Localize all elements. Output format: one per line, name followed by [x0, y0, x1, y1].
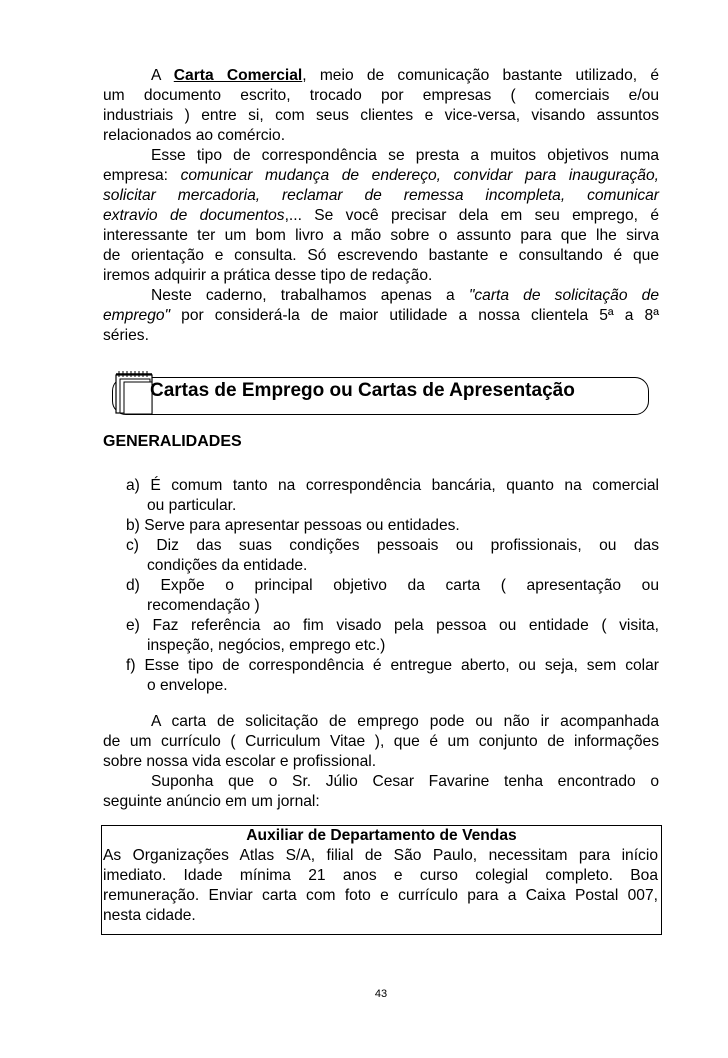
intro-p1-line-4: relacionados ao comércio. [103, 127, 286, 144]
intro-p2-line-2: empresa: comunicar mudança de endereço, convidar para inauguração, [103, 167, 659, 184]
section-title: Cartas de Emprego ou Cartas de Apresentação [150, 380, 575, 401]
closing-p1-line-3: sobre nossa vida escolar e profissional. [103, 753, 377, 770]
closing-p2-line-1: Suponha que o Sr. Júlio Cesar Favarine tenha encontrado o [151, 773, 659, 790]
intro-p1-line-1: A Carta Comercial, meio de comunicação bastante utilizado, é [151, 67, 659, 84]
list-item: d) Expõe o principal objetivo da carta ( apresentação ou recomendação ) [126, 577, 659, 614]
intro-p2-line-5: interessante ter um bom livro a mão sobre o assunto para que lhe sirva [103, 227, 659, 244]
list-item: c) Diz das suas condições pessoais ou profissionais, ou das condições da entidade. [126, 537, 659, 574]
intro-paragraph-1 [103, 66, 659, 346]
term-carta-comercial: Carta Comercial [173, 67, 303, 84]
intro-p2-line-4: extravio de documentos,... Se você precisar dela em seu emprego, é [103, 207, 659, 224]
intro-p2-line-6: de orientação e consulta. Só escrevendo bastante e consultando é que [103, 247, 659, 264]
list-item: a) É comum tanto na correspondência bancária, quanto na comercial ou particular. [126, 477, 659, 514]
list-item: f) Esse tipo de correspondência é entregue aberto, ou seja, sem colar o envelope. [126, 657, 659, 694]
job-ad-body: As Organizações Atlas S/A, filial de São Paulo, necessitam para início imediato. Idade mínima 21 anos e curso colegial completo. Boa remuneração. Enviar carta com foto e currículo para a Caixa Postal 007, nesta cidade. [103, 847, 658, 924]
job-ad-box [101, 825, 662, 935]
job-ad-title: Auxiliar de Departamento de Vendas [246, 827, 517, 844]
list-item: b) Serve para apresentar pessoas ou entidades. [126, 517, 460, 534]
generalidades-heading: GENERALIDADES [103, 433, 242, 450]
closing-p1-line-2: de um currículo ( Curriculum Vitae ), que é um conjunto de informações [103, 733, 659, 750]
closing-p2-line-2: seguinte anúncio em um jornal: [103, 793, 320, 810]
intro-p1-line-2: um documento escrito, trocado por empresas ( comerciais e/ou [103, 87, 659, 104]
list-item: e) Faz referência ao fim visado pela pessoa ou entidade ( visita, inspeção, negócios, emprego etc.) [126, 617, 659, 654]
intro-p3-line-1: Neste caderno, trabalhamos apenas a "carta de solicitação de [151, 287, 659, 304]
intro-p2-line-3: solicitar mercadoria, reclamar de remessa incompleta, comunicar [103, 187, 659, 204]
closing-paragraphs [103, 712, 659, 812]
closing-p1-line-1: A carta de solicitação de emprego pode ou não ir acompanhada [151, 713, 659, 730]
generalidades-list [126, 476, 659, 696]
intro-p3-line-2: emprego" por considerá-la de maior utilidade a nossa clientela 5ª a 8ª [103, 307, 659, 324]
intro-p2-line-1: Esse tipo de correspondência se presta a muitos objetivos numa [151, 147, 659, 164]
intro-p1-line-3: industriais ) entre si, com seus clientes e vice-versa, visando assuntos [103, 107, 659, 124]
intro-p3-line-3: séries. [103, 327, 149, 344]
page-number: 43 [374, 988, 388, 1000]
intro-p2-line-7: iremos adquirir a prática desse tipo de redação. [103, 267, 433, 284]
